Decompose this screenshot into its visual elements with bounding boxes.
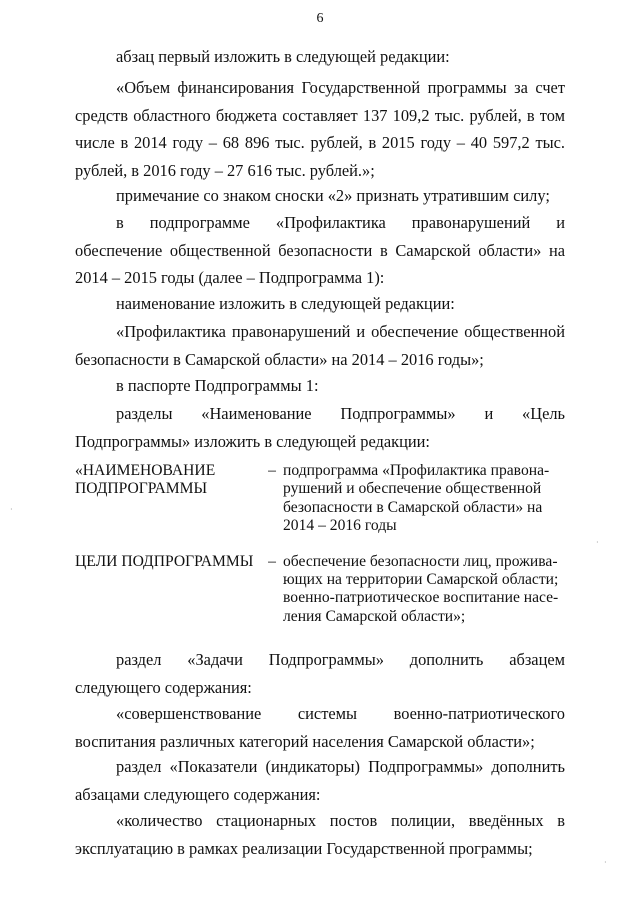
paragraph-name-edit: наименование изложить в следующей редакции: (116, 294, 455, 313)
row-value: обеспечение безопасности лиц, прожива- ющих на территории Самарской области; военно-патриотическое воспитание насе- ления Самарской области»; (283, 552, 559, 625)
row-dash: – (268, 462, 276, 479)
table-row-goals (75, 553, 565, 627)
paragraph-indicators-quote: «количество стационарных постов полиции, введённых в эксплуатацию в рамках реализации Государственной программы; (75, 811, 565, 858)
scan-speck: · (10, 505, 13, 514)
passport-table (75, 462, 565, 626)
paragraph-name-quote: «Профилактика правонарушений и обеспечение общественной безопасности в Самарской области» на 2014 – 2016 годы»; (75, 322, 565, 369)
paragraph-sections-edit: разделы «Наименование Подпрограммы» и «Цель Подпрограммы» изложить в следующей редакции: (75, 404, 565, 451)
paragraph-edit-first: абзац первый изложить в следующей редакции: (116, 47, 450, 66)
scan-speck: · (596, 538, 599, 547)
row-label: ЦЕЛИ ПОДПРОГРАММЫ (75, 552, 254, 570)
table-row-name (75, 462, 565, 536)
paragraph-passport-intro: в паспорте Подпрограммы 1: (116, 376, 319, 395)
paragraph-tasks-addition: раздел «Задачи Подпрограммы» дополнить абзацем следующего содержания: (75, 650, 565, 697)
paragraph-financing-quote: «Объем финансирования Государственной программы за счет средств областного бюджета составляет 137 109,2 тыс. рублей, в том числе в 2014 году – 68 896 тыс. рублей, в 2015 году – 40 597,2 тыс. рублей, в 2016 году – 27 616 тыс. рублей.»; (75, 78, 565, 180)
row-label: «НАИМЕНОВАНИЕ ПОДПРОГРАММЫ (75, 462, 216, 498)
row-dash: – (268, 552, 276, 570)
paragraph-tasks-quote: «совершенствование системы военно-патриотического воспитания различных категорий населения Самарской области»; (75, 704, 565, 751)
paragraph-footnote-note: примечание со знаком сноски «2» признать утратившим силу; (116, 186, 550, 205)
paragraph-subprogram-intro: в подпрограмме «Профилактика правонарушений и обеспечение общественной безопасности в Самарской области» на 2014 – 2015 годы (далее – Подпрограмма 1): (75, 213, 565, 288)
row-value: подпрограмма «Профилактика правона- рушений и обеспечение общественной безопасности в Самарской области» на 2014 – 2016 годы (283, 462, 550, 535)
scan-speck: · (604, 858, 607, 867)
page-number: 6 (316, 11, 324, 26)
paragraph-indicators-addition: раздел «Показатели (индикаторы) Подпрограммы» дополнить абзацами следующего содержания: (75, 757, 565, 804)
